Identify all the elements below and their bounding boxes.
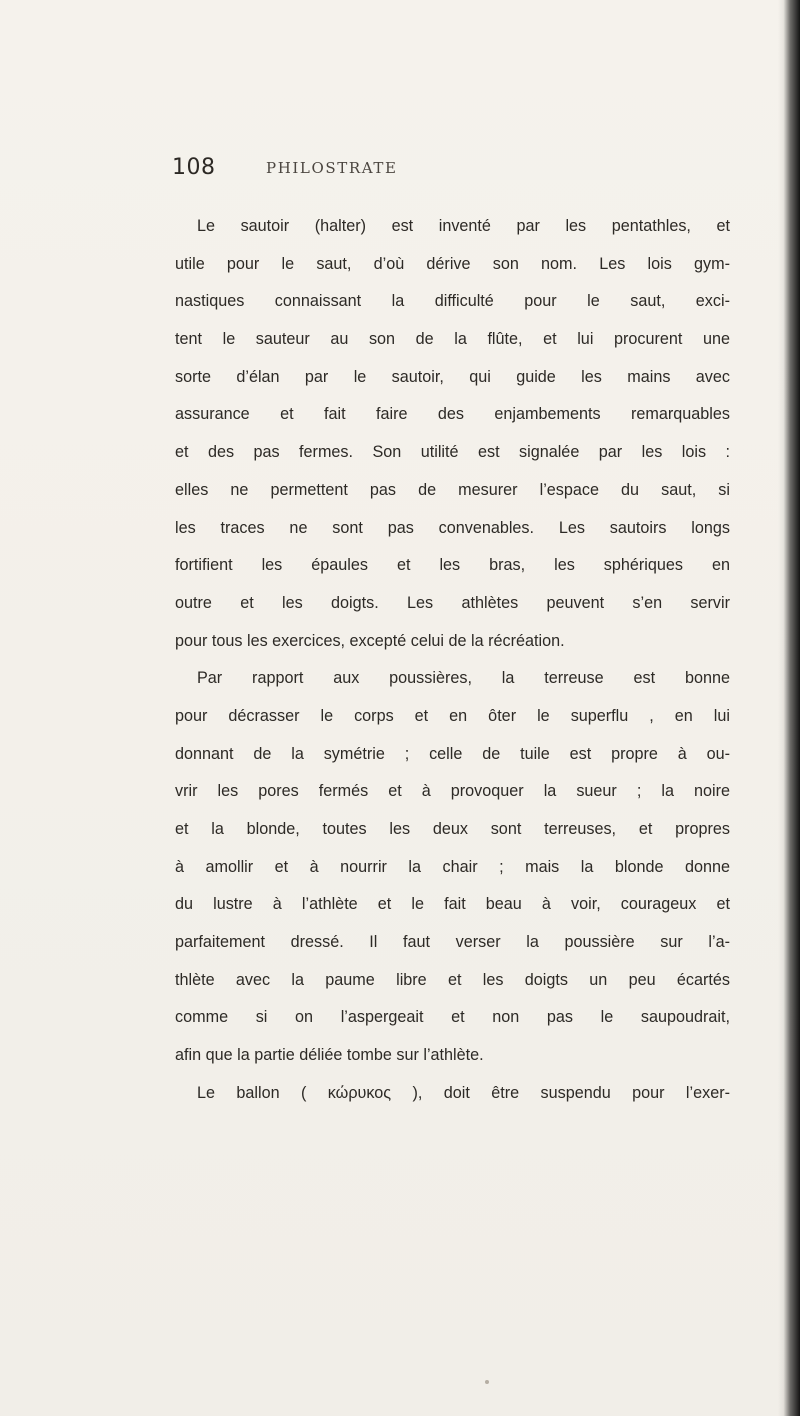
body-text — [175, 208, 730, 1113]
text-line: nastiques connaissant la difficulté pour le saut, exci- — [175, 292, 730, 311]
text-line: Par rapport aux poussières, la terreuse est bonne — [197, 669, 730, 688]
text-line: à amollir et à nourrir la chair ; mais la blonde donne — [175, 857, 730, 876]
text-line: pour tous les exercices, excepté celui de la récréation. — [175, 631, 565, 650]
text-line: donnant de la symétrie ; celle de tuile est propre à ou- — [175, 744, 730, 763]
text-line: thlète avec la paume libre et les doigts un peu écartés — [175, 970, 730, 989]
text-line: et la blonde, toutes les deux sont terreuses, et propres — [175, 820, 730, 838]
text-line: du lustre à l’athlète et le fait beau à voir, courageux et — [175, 895, 730, 914]
page-header — [172, 155, 732, 191]
text-line: outre et les doigts. Les athlètes peuvent s’en servir — [175, 593, 730, 612]
text-line: assurance et fait faire des enjambements remarquables — [175, 405, 730, 424]
paper-speck — [485, 1380, 489, 1384]
text-line: comme si on l’aspergeait et non pas le saupoudrait, — [175, 1008, 730, 1027]
running-head: PHILOSTRATE — [266, 159, 398, 177]
text-line: utile pour le saut, d’où dérive son nom. Les lois gym- — [175, 254, 730, 273]
text-line: Le ballon ( κώρυκος ), doit être suspendu pour l’exer- — [197, 1083, 730, 1102]
text-line: parfaitement dressé. Il faut verser la poussière sur l’a- — [175, 933, 730, 952]
text-line: elles ne permettent pas de mesurer l’espace du saut, si — [175, 480, 730, 499]
text-line: Le sautoir (halter) est inventé par les pentathles, et — [197, 217, 730, 235]
text-line: afin que la partie déliée tombe sur l’athlète. — [175, 1046, 484, 1065]
text-line: sorte d’élan par le sautoir, qui guide les mains avec — [175, 367, 730, 386]
page-edge-shadow — [778, 0, 800, 1416]
text-line: fortifient les épaules et les bras, les sphériques en — [175, 556, 730, 575]
text-line: vrir les pores fermés et à provoquer la sueur ; la noire — [175, 782, 730, 801]
text-line: les traces ne sont pas convenables. Les sautoirs longs — [175, 518, 730, 537]
text-line: et des pas fermes. Son utilité est signalée par les lois : — [175, 443, 730, 462]
text-line: tent le sauteur au son de la flûte, et lui procurent une — [175, 330, 730, 349]
page-number: 108 — [172, 155, 216, 180]
text-line: pour décrasser le corps et en ôter le superflu , en lui — [175, 706, 730, 725]
